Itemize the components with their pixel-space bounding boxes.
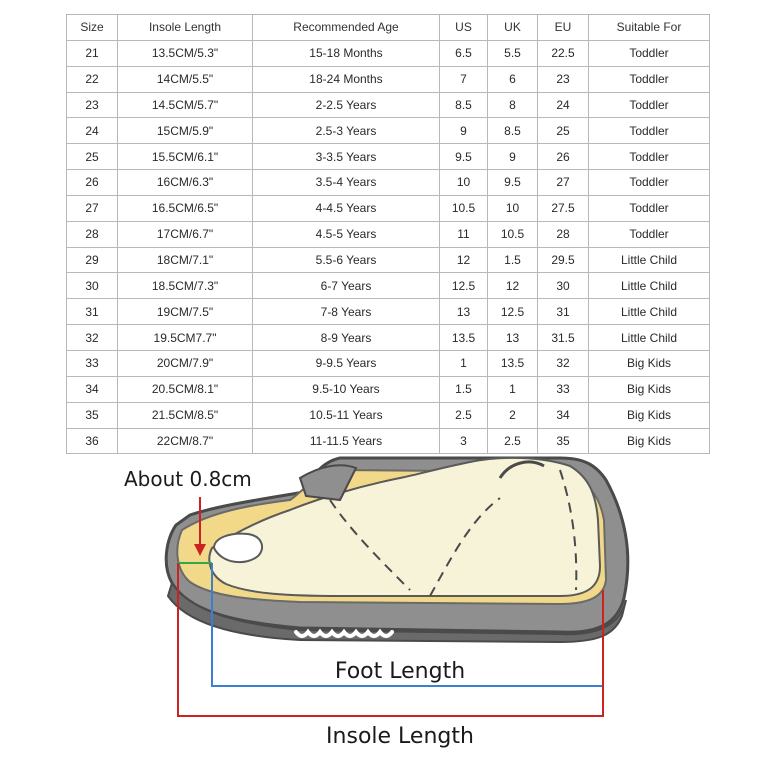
cell-insole-length: 20CM/7.9" bbox=[118, 350, 253, 376]
cell-us: 3 bbox=[440, 428, 488, 454]
table-row bbox=[67, 40, 710, 66]
cell-eu: 27 bbox=[538, 170, 589, 196]
cell-recommended-age: 8-9 Years bbox=[253, 325, 440, 351]
cell-insole-length: 22CM/8.7" bbox=[118, 428, 253, 454]
cell-suitable-for: Little Child bbox=[589, 325, 710, 351]
table-row bbox=[67, 144, 710, 170]
cell-recommended-age: 10.5-11 Years bbox=[253, 402, 440, 428]
cell-size: 35 bbox=[67, 402, 118, 428]
cell-eu: 29.5 bbox=[538, 247, 589, 273]
cell-suitable-for: Toddler bbox=[589, 195, 710, 221]
cell-us: 11 bbox=[440, 221, 488, 247]
table-row bbox=[67, 428, 710, 454]
cell-insole-length: 16.5CM/6.5" bbox=[118, 195, 253, 221]
cell-recommended-age: 9-9.5 Years bbox=[253, 350, 440, 376]
cell-us: 2.5 bbox=[440, 402, 488, 428]
header-eu: EU bbox=[538, 15, 589, 41]
cell-recommended-age: 5.5-6 Years bbox=[253, 247, 440, 273]
cell-recommended-age: 18-24 Months bbox=[253, 66, 440, 92]
cell-uk: 8.5 bbox=[488, 118, 538, 144]
big-toe bbox=[214, 534, 262, 562]
table-row bbox=[67, 92, 710, 118]
table-row bbox=[67, 350, 710, 376]
cell-recommended-age: 4-4.5 Years bbox=[253, 195, 440, 221]
cell-us: 7 bbox=[440, 66, 488, 92]
cell-insole-length: 18.5CM/7.3" bbox=[118, 273, 253, 299]
table-row bbox=[67, 325, 710, 351]
cell-uk: 10.5 bbox=[488, 221, 538, 247]
cell-eu: 22.5 bbox=[538, 40, 589, 66]
cell-eu: 24 bbox=[538, 92, 589, 118]
cell-recommended-age: 9.5-10 Years bbox=[253, 376, 440, 402]
cell-us: 9 bbox=[440, 118, 488, 144]
cell-uk: 9.5 bbox=[488, 170, 538, 196]
cell-recommended-age: 7-8 Years bbox=[253, 299, 440, 325]
cell-suitable-for: Little Child bbox=[589, 299, 710, 325]
cell-insole-length: 15CM/5.9" bbox=[118, 118, 253, 144]
cell-insole-length: 16CM/6.3" bbox=[118, 170, 253, 196]
header-suitable-for: Suitable For bbox=[589, 15, 710, 41]
header-recommended-age: Recommended Age bbox=[253, 15, 440, 41]
cell-size: 23 bbox=[67, 92, 118, 118]
cell-uk: 13 bbox=[488, 325, 538, 351]
cell-recommended-age: 11-11.5 Years bbox=[253, 428, 440, 454]
cell-recommended-age: 15-18 Months bbox=[253, 40, 440, 66]
cell-insole-length: 19CM/7.5" bbox=[118, 299, 253, 325]
cell-suitable-for: Big Kids bbox=[589, 376, 710, 402]
cell-size: 34 bbox=[67, 376, 118, 402]
cell-suitable-for: Big Kids bbox=[589, 402, 710, 428]
cell-uk: 5.5 bbox=[488, 40, 538, 66]
cell-us: 13.5 bbox=[440, 325, 488, 351]
table-row bbox=[67, 273, 710, 299]
foot-length-label: Foot Length bbox=[334, 659, 466, 684]
cell-uk: 2.5 bbox=[488, 428, 538, 454]
cell-insole-length: 13.5CM/5.3" bbox=[118, 40, 253, 66]
about-gap-label: About 0.8cm bbox=[124, 467, 252, 491]
cell-suitable-for: Toddler bbox=[589, 170, 710, 196]
cell-eu: 27.5 bbox=[538, 195, 589, 221]
table-header-row bbox=[67, 15, 710, 41]
foot-measurement-diagram bbox=[0, 455, 768, 768]
cell-eu: 30 bbox=[538, 273, 589, 299]
cell-suitable-for: Toddler bbox=[589, 144, 710, 170]
table-row bbox=[67, 299, 710, 325]
cell-uk: 6 bbox=[488, 66, 538, 92]
cell-us: 8.5 bbox=[440, 92, 488, 118]
table-body bbox=[67, 40, 710, 454]
header-size: Size bbox=[67, 15, 118, 41]
table-row bbox=[67, 195, 710, 221]
cell-eu: 26 bbox=[538, 144, 589, 170]
cell-eu: 28 bbox=[538, 221, 589, 247]
cell-uk: 1.5 bbox=[488, 247, 538, 273]
cell-size: 26 bbox=[67, 170, 118, 196]
cell-recommended-age: 2-2.5 Years bbox=[253, 92, 440, 118]
cell-eu: 23 bbox=[538, 66, 589, 92]
table-row bbox=[67, 66, 710, 92]
cell-size: 25 bbox=[67, 144, 118, 170]
cell-size: 22 bbox=[67, 66, 118, 92]
cell-size: 30 bbox=[67, 273, 118, 299]
cell-insole-length: 19.5CM7.7" bbox=[118, 325, 253, 351]
cell-us: 12 bbox=[440, 247, 488, 273]
cell-uk: 8 bbox=[488, 92, 538, 118]
cell-insole-length: 15.5CM/6.1" bbox=[118, 144, 253, 170]
size-chart-table bbox=[66, 14, 710, 454]
cell-size: 21 bbox=[67, 40, 118, 66]
cell-recommended-age: 6-7 Years bbox=[253, 273, 440, 299]
cell-eu: 25 bbox=[538, 118, 589, 144]
cell-eu: 34 bbox=[538, 402, 589, 428]
cell-us: 9.5 bbox=[440, 144, 488, 170]
cell-insole-length: 14CM/5.5" bbox=[118, 66, 253, 92]
cell-suitable-for: Toddler bbox=[589, 92, 710, 118]
cell-eu: 32 bbox=[538, 350, 589, 376]
cell-size: 28 bbox=[67, 221, 118, 247]
insole-length-label: Insole Length bbox=[326, 724, 474, 749]
cell-insole-length: 18CM/7.1" bbox=[118, 247, 253, 273]
table-row bbox=[67, 402, 710, 428]
cell-size: 29 bbox=[67, 247, 118, 273]
header-insole-length: Insole Length bbox=[118, 15, 253, 41]
table-row bbox=[67, 170, 710, 196]
table-row bbox=[67, 376, 710, 402]
cell-uk: 1 bbox=[488, 376, 538, 402]
cell-uk: 12 bbox=[488, 273, 538, 299]
cell-suitable-for: Little Child bbox=[589, 273, 710, 299]
header-uk: UK bbox=[488, 15, 538, 41]
cell-eu: 33 bbox=[538, 376, 589, 402]
table-row bbox=[67, 247, 710, 273]
cell-insole-length: 20.5CM/8.1" bbox=[118, 376, 253, 402]
table-row bbox=[67, 221, 710, 247]
cell-insole-length: 14.5CM/5.7" bbox=[118, 92, 253, 118]
cell-suitable-for: Big Kids bbox=[589, 350, 710, 376]
cell-suitable-for: Toddler bbox=[589, 40, 710, 66]
cell-suitable-for: Big Kids bbox=[589, 428, 710, 454]
cell-us: 10 bbox=[440, 170, 488, 196]
cell-size: 36 bbox=[67, 428, 118, 454]
table-row bbox=[67, 118, 710, 144]
cell-eu: 31 bbox=[538, 299, 589, 325]
cell-suitable-for: Toddler bbox=[589, 66, 710, 92]
cell-recommended-age: 3.5-4 Years bbox=[253, 170, 440, 196]
cell-size: 33 bbox=[67, 350, 118, 376]
cell-eu: 35 bbox=[538, 428, 589, 454]
cell-uk: 12.5 bbox=[488, 299, 538, 325]
cell-uk: 13.5 bbox=[488, 350, 538, 376]
cell-us: 1.5 bbox=[440, 376, 488, 402]
cell-us: 6.5 bbox=[440, 40, 488, 66]
cell-us: 12.5 bbox=[440, 273, 488, 299]
cell-suitable-for: Toddler bbox=[589, 221, 710, 247]
cell-recommended-age: 3-3.5 Years bbox=[253, 144, 440, 170]
cell-suitable-for: Little Child bbox=[589, 247, 710, 273]
cell-size: 24 bbox=[67, 118, 118, 144]
foot bbox=[209, 458, 600, 596]
cell-size: 32 bbox=[67, 325, 118, 351]
cell-suitable-for: Toddler bbox=[589, 118, 710, 144]
cell-us: 13 bbox=[440, 299, 488, 325]
cell-us: 10.5 bbox=[440, 195, 488, 221]
cell-size: 27 bbox=[67, 195, 118, 221]
cell-insole-length: 17CM/6.7" bbox=[118, 221, 253, 247]
cell-eu: 31.5 bbox=[538, 325, 589, 351]
header-us: US bbox=[440, 15, 488, 41]
cell-size: 31 bbox=[67, 299, 118, 325]
cell-recommended-age: 4.5-5 Years bbox=[253, 221, 440, 247]
cell-uk: 10 bbox=[488, 195, 538, 221]
cell-uk: 2 bbox=[488, 402, 538, 428]
cell-uk: 9 bbox=[488, 144, 538, 170]
cell-recommended-age: 2.5-3 Years bbox=[253, 118, 440, 144]
cell-us: 1 bbox=[440, 350, 488, 376]
cell-insole-length: 21.5CM/8.5" bbox=[118, 402, 253, 428]
